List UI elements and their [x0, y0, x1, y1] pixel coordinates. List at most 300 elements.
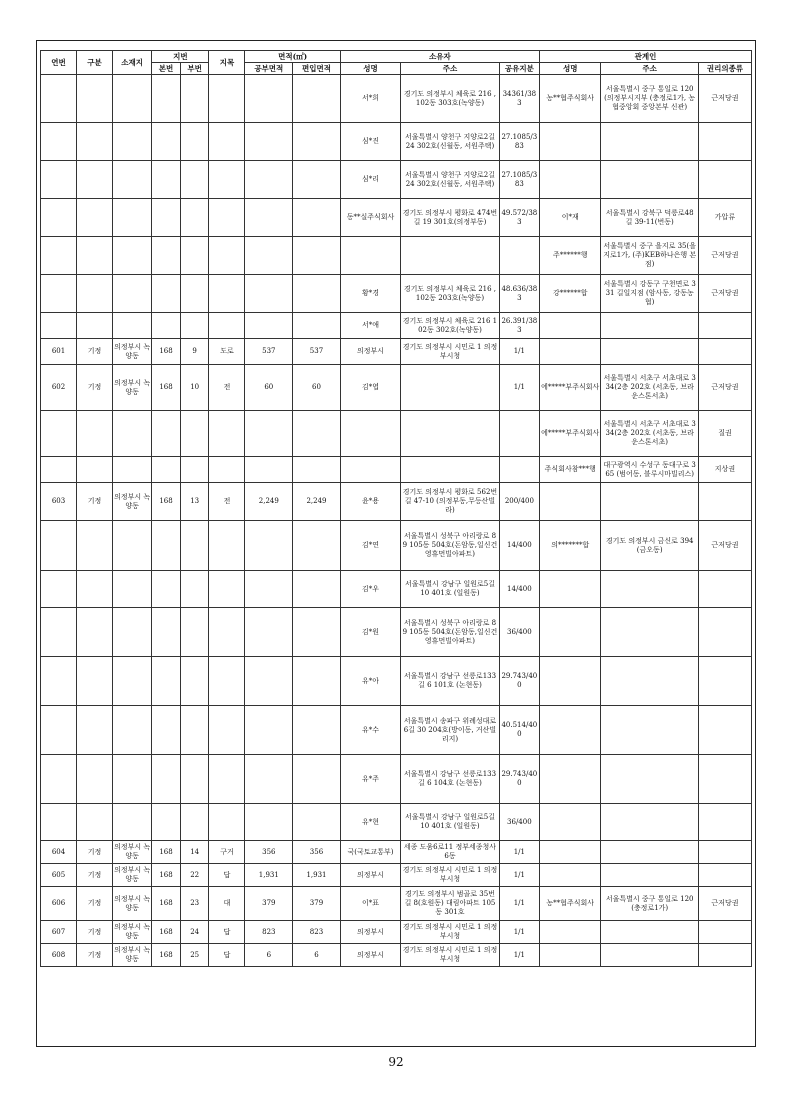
cell-oname: 김*연	[340, 521, 400, 571]
cell-loc: 의정부시 녹양동	[113, 887, 152, 921]
cell-share: 1/1	[499, 365, 539, 411]
table-row	[41, 571, 752, 608]
cell-hname: 에*****부주식회사	[539, 365, 600, 411]
cell-type	[77, 123, 113, 161]
cell-area: 823	[245, 921, 293, 944]
cell-loc	[113, 608, 152, 657]
cell-incl	[293, 571, 341, 608]
table-row	[41, 657, 752, 706]
cell-area	[245, 199, 293, 237]
cell-haddr	[601, 483, 698, 521]
cell-sub: 25	[180, 944, 209, 967]
cell-main	[152, 275, 181, 313]
cell-hname	[539, 921, 600, 944]
cell-main	[152, 161, 181, 199]
cell-cat	[209, 657, 245, 706]
cell-type	[77, 161, 113, 199]
cell-share: 1/1	[499, 841, 539, 864]
cell-oaddr: 경기도 의정부시 시민로 1 의정부시청	[401, 864, 500, 887]
cell-share: 36/400	[499, 804, 539, 841]
cell-oname: 심*리	[340, 161, 400, 199]
cell-no	[41, 313, 77, 339]
cell-haddr	[601, 804, 698, 841]
cell-oaddr: 서울특별시 양천구 지양로2길 24 302호(신월동, 서원주택)	[401, 161, 500, 199]
col-type: 구분	[77, 51, 113, 75]
cell-type	[77, 75, 113, 123]
cell-hname	[539, 608, 600, 657]
cell-right	[698, 944, 751, 967]
cell-type	[77, 804, 113, 841]
cell-type	[77, 657, 113, 706]
cell-type	[77, 521, 113, 571]
table-row	[41, 483, 752, 521]
cell-oname: 의정부시	[340, 864, 400, 887]
cell-sub	[180, 608, 209, 657]
cell-loc	[113, 804, 152, 841]
cell-area	[245, 804, 293, 841]
cell-main: 168	[152, 365, 181, 411]
cell-no	[41, 237, 77, 275]
cell-oaddr: 서울특별시 강남구 일원로5길 10 401호 (일원동)	[401, 804, 500, 841]
cell-type: 기정	[77, 864, 113, 887]
cell-share: 26.391/383	[499, 313, 539, 339]
cell-cat	[209, 411, 245, 457]
cell-oaddr: 경기도 의정부시 시민로 1 의정부시청	[401, 921, 500, 944]
cell-loc: 의정부시 녹양동	[113, 864, 152, 887]
cell-right	[698, 921, 751, 944]
cell-loc: 의정부시 녹양동	[113, 483, 152, 521]
cell-haddr	[601, 313, 698, 339]
table-row	[41, 921, 752, 944]
cell-area: 1,931	[245, 864, 293, 887]
cell-haddr	[601, 706, 698, 755]
cell-oname: 유*주	[340, 755, 400, 804]
cell-area: 537	[245, 339, 293, 365]
cell-sub: 14	[180, 841, 209, 864]
cell-oaddr	[401, 457, 500, 483]
cell-haddr	[601, 921, 698, 944]
cell-sub	[180, 313, 209, 339]
cell-hname: 주******행	[539, 237, 600, 275]
cell-area	[245, 706, 293, 755]
cell-incl: 379	[293, 887, 341, 921]
cell-oname	[340, 237, 400, 275]
cell-hname	[539, 804, 600, 841]
cell-oname: 서*희	[340, 75, 400, 123]
cell-hname	[539, 571, 600, 608]
cell-right	[698, 608, 751, 657]
cell-area	[245, 755, 293, 804]
cell-area	[245, 411, 293, 457]
cell-type	[77, 706, 113, 755]
cell-no	[41, 457, 77, 483]
cell-right	[698, 804, 751, 841]
col-owner-name: 성명	[340, 63, 400, 75]
cell-hname: 의*******합	[539, 521, 600, 571]
cell-no	[41, 75, 77, 123]
cell-hname	[539, 339, 600, 365]
cell-sub	[180, 411, 209, 457]
cell-hname	[539, 864, 600, 887]
cell-area	[245, 237, 293, 275]
cell-incl	[293, 161, 341, 199]
cell-share: 14/400	[499, 571, 539, 608]
table-row	[41, 944, 752, 967]
cell-main	[152, 521, 181, 571]
cell-loc	[113, 161, 152, 199]
cell-oaddr: 경기도 의정부시 시민로 1 의정부시청	[401, 339, 500, 365]
cell-incl: 356	[293, 841, 341, 864]
cell-cat: 도로	[209, 339, 245, 365]
cell-oname: 심*진	[340, 123, 400, 161]
table-row	[41, 755, 752, 804]
cell-loc	[113, 571, 152, 608]
cell-no: 605	[41, 864, 77, 887]
cell-oaddr	[401, 365, 500, 411]
cell-right	[698, 483, 751, 521]
cell-share: 34361/383	[499, 75, 539, 123]
cell-oname: 의정부시	[340, 339, 400, 365]
cell-share: 1/1	[499, 887, 539, 921]
cell-cat: 답	[209, 864, 245, 887]
cell-share: 200/400	[499, 483, 539, 521]
cell-no: 607	[41, 921, 77, 944]
cell-area	[245, 313, 293, 339]
table-row	[41, 365, 752, 411]
cell-loc	[113, 657, 152, 706]
cell-type	[77, 571, 113, 608]
col-main-no: 본번	[152, 63, 181, 75]
cell-area	[245, 657, 293, 706]
cell-haddr: 서울특별시 중구 통일로 120(충정로1가)	[601, 887, 698, 921]
cell-main	[152, 571, 181, 608]
cell-share: 27.1085/383	[499, 123, 539, 161]
cell-cat	[209, 608, 245, 657]
cell-loc	[113, 411, 152, 457]
col-right-type: 권리의종류	[698, 63, 751, 75]
cell-sub	[180, 804, 209, 841]
cell-haddr	[601, 864, 698, 887]
cell-loc	[113, 199, 152, 237]
table-row	[41, 411, 752, 457]
cell-oaddr	[401, 237, 500, 275]
cell-oaddr: 경기도 의정부시 평화로 474번길 19 301호(의정부동)	[401, 199, 500, 237]
cell-sub	[180, 237, 209, 275]
cell-sub	[180, 521, 209, 571]
cell-right: 근저당권	[698, 275, 751, 313]
cell-hname	[539, 841, 600, 864]
cell-oname: 황*경	[340, 275, 400, 313]
cell-sub	[180, 755, 209, 804]
cell-right	[698, 841, 751, 864]
cell-main	[152, 457, 181, 483]
cell-no	[41, 608, 77, 657]
cell-haddr: 서울특별시 서초구 서초대로 334(2층 202호 (서초동, 브라운스톤서초)	[601, 411, 698, 457]
cell-no: 606	[41, 887, 77, 921]
cell-haddr	[601, 944, 698, 967]
cell-no	[41, 804, 77, 841]
cell-main: 168	[152, 339, 181, 365]
cell-sub	[180, 457, 209, 483]
cell-share	[499, 237, 539, 275]
cell-no	[41, 571, 77, 608]
table-row	[41, 237, 752, 275]
cell-right: 질권	[698, 411, 751, 457]
cell-area	[245, 161, 293, 199]
cell-sub	[180, 706, 209, 755]
cell-area	[245, 75, 293, 123]
cell-right	[698, 706, 751, 755]
cell-incl	[293, 657, 341, 706]
cell-cat	[209, 571, 245, 608]
cell-cat	[209, 123, 245, 161]
cell-loc: 의정부시 녹양동	[113, 944, 152, 967]
cell-incl	[293, 411, 341, 457]
cell-main	[152, 75, 181, 123]
cell-type	[77, 237, 113, 275]
cell-share: 1/1	[499, 339, 539, 365]
cell-incl: 537	[293, 339, 341, 365]
cell-share: 48.636/383	[499, 275, 539, 313]
cell-cat: 대	[209, 887, 245, 921]
cell-cat	[209, 706, 245, 755]
cell-type	[77, 755, 113, 804]
cell-type	[77, 608, 113, 657]
table-row	[41, 841, 752, 864]
cell-incl: 823	[293, 921, 341, 944]
cell-incl: 2,249	[293, 483, 341, 521]
cell-no: 603	[41, 483, 77, 521]
cell-right: 근저당권	[698, 75, 751, 123]
cell-right: 근저당권	[698, 521, 751, 571]
cell-oaddr: 서울특별시 성북구 아리랑로 89 105동 504호(돈암동,일신건영휴먼빌아파트)	[401, 521, 500, 571]
cell-incl	[293, 755, 341, 804]
cell-share: 1/1	[499, 944, 539, 967]
cell-type: 기정	[77, 483, 113, 521]
cell-sub	[180, 199, 209, 237]
cell-haddr: 서울특별시 서초구 서초대로 334(2층 202호 (서초동, 브라운스톤서초)	[601, 365, 698, 411]
table-row	[41, 864, 752, 887]
cell-no	[41, 411, 77, 457]
cell-haddr	[601, 123, 698, 161]
cell-main: 168	[152, 921, 181, 944]
cell-type	[77, 199, 113, 237]
cell-loc	[113, 755, 152, 804]
cell-oaddr: 서울특별시 송파구 위례성대로6길 30 204호(방이동, 거산빌리지)	[401, 706, 500, 755]
cell-cat	[209, 804, 245, 841]
cell-loc	[113, 521, 152, 571]
table-row	[41, 608, 752, 657]
cell-oaddr: 서울특별시 강남구 선릉로133길 6 101호 (논현동)	[401, 657, 500, 706]
cell-area: 356	[245, 841, 293, 864]
col-holder: 관계인	[539, 51, 751, 63]
cell-right	[698, 657, 751, 706]
cell-haddr	[601, 755, 698, 804]
cell-hname: 농**협주식회사	[539, 887, 600, 921]
cell-main: 168	[152, 864, 181, 887]
table-row	[41, 161, 752, 199]
cell-type	[77, 275, 113, 313]
cell-incl	[293, 199, 341, 237]
col-owner-address: 주소	[401, 63, 500, 75]
cell-cat	[209, 313, 245, 339]
cell-oname: 국(국토교통부)	[340, 841, 400, 864]
cell-no	[41, 755, 77, 804]
cell-no	[41, 657, 77, 706]
cell-oaddr: 경기도 의정부시 시민로 1 의정부시청	[401, 944, 500, 967]
cell-main: 168	[152, 944, 181, 967]
cell-oaddr: 서울특별시 양천구 지양로2길 24 302호(신월동, 서원주택)	[401, 123, 500, 161]
cell-oaddr: 경기도 의정부시 범골로 35번길 8(호원동) 대림아파트 105동 301호	[401, 887, 500, 921]
cell-oaddr	[401, 411, 500, 457]
cell-oaddr: 서울특별시 성북구 아리랑로 89 105동 504호(돈암동,일신건영휴먼빌아파트)	[401, 608, 500, 657]
cell-hname	[539, 944, 600, 967]
col-category: 지목	[209, 51, 245, 75]
cell-share: 1/1	[499, 864, 539, 887]
table-row	[41, 804, 752, 841]
col-location: 소재지	[113, 51, 152, 75]
cell-cat: 답	[209, 944, 245, 967]
cell-incl	[293, 521, 341, 571]
col-lot: 지번	[152, 51, 209, 63]
cell-oname: 김*엽	[340, 365, 400, 411]
cell-haddr	[601, 657, 698, 706]
cell-area: 2,249	[245, 483, 293, 521]
cell-oaddr: 경기도 의정부시 체육로 216 , 102동 203호(녹양동)	[401, 275, 500, 313]
cell-share: 36/400	[499, 608, 539, 657]
header-row-1	[41, 51, 752, 63]
cell-no	[41, 199, 77, 237]
cell-right	[698, 571, 751, 608]
col-sub-no: 부번	[180, 63, 209, 75]
cell-cat	[209, 161, 245, 199]
land-register-table	[40, 50, 752, 967]
cell-hname: 강******합	[539, 275, 600, 313]
cell-cat	[209, 75, 245, 123]
cell-right: 근저당권	[698, 887, 751, 921]
cell-oname: 이*표	[340, 887, 400, 921]
cell-no: 608	[41, 944, 77, 967]
cell-sub	[180, 75, 209, 123]
cell-area	[245, 457, 293, 483]
cell-type: 기정	[77, 339, 113, 365]
cell-type	[77, 411, 113, 457]
cell-incl	[293, 804, 341, 841]
table-row	[41, 313, 752, 339]
cell-loc	[113, 313, 152, 339]
cell-area: 6	[245, 944, 293, 967]
cell-oname: 김*우	[340, 571, 400, 608]
table-row	[41, 123, 752, 161]
cell-cat: 답	[209, 921, 245, 944]
cell-main	[152, 313, 181, 339]
col-holder-address: 주소	[601, 63, 698, 75]
cell-oaddr: 경기도 의정부시 평화로 562번길 47-10 (의정부동,무등산빌라)	[401, 483, 500, 521]
cell-haddr	[601, 571, 698, 608]
cell-haddr	[601, 161, 698, 199]
cell-type: 기정	[77, 887, 113, 921]
cell-right: 근저당권	[698, 365, 751, 411]
cell-oname: 김*원	[340, 608, 400, 657]
cell-main	[152, 237, 181, 275]
cell-incl	[293, 313, 341, 339]
cell-sub	[180, 657, 209, 706]
cell-cat	[209, 237, 245, 275]
cell-loc	[113, 457, 152, 483]
cell-hname	[539, 313, 600, 339]
cell-cat	[209, 275, 245, 313]
cell-share	[499, 411, 539, 457]
cell-oname: 유*현	[340, 804, 400, 841]
cell-oaddr: 경기도 의정부시 체육로 216 , 102동 303호(녹양동)	[401, 75, 500, 123]
cell-no	[41, 161, 77, 199]
cell-type: 기정	[77, 944, 113, 967]
cell-area	[245, 521, 293, 571]
cell-hname: 주식회사참***행	[539, 457, 600, 483]
cell-area: 60	[245, 365, 293, 411]
cell-main: 168	[152, 887, 181, 921]
cell-no	[41, 521, 77, 571]
cell-main	[152, 804, 181, 841]
cell-hname: 에*****부주식회사	[539, 411, 600, 457]
cell-right	[698, 123, 751, 161]
cell-area: 379	[245, 887, 293, 921]
table-row	[41, 521, 752, 571]
cell-main	[152, 123, 181, 161]
cell-haddr: 서울특별시 강북구 덕릉로48길 39-11(번동)	[601, 199, 698, 237]
cell-no: 602	[41, 365, 77, 411]
table-row	[41, 706, 752, 755]
cell-type: 기정	[77, 365, 113, 411]
cell-oaddr: 서울특별시 강남구 일원로5길 10 401호 (일원동)	[401, 571, 500, 608]
cell-sub	[180, 123, 209, 161]
col-share: 공유지분	[499, 63, 539, 75]
col-holder-name: 성명	[539, 63, 600, 75]
cell-no	[41, 123, 77, 161]
cell-share: 27.1085/383	[499, 161, 539, 199]
table-row	[41, 457, 752, 483]
cell-haddr: 서울특별시 중구 을지로 35(을지로1가, (주)KEB하나은행 본점)	[601, 237, 698, 275]
cell-loc	[113, 237, 152, 275]
cell-area	[245, 123, 293, 161]
cell-right	[698, 864, 751, 887]
cell-incl	[293, 608, 341, 657]
cell-share	[499, 457, 539, 483]
page-number: 92	[388, 1055, 404, 1069]
cell-sub	[180, 571, 209, 608]
cell-hname: 농**협주식회사	[539, 75, 600, 123]
cell-sub: 23	[180, 887, 209, 921]
cell-right: 지상권	[698, 457, 751, 483]
table-row	[41, 275, 752, 313]
cell-main: 168	[152, 483, 181, 521]
cell-loc	[113, 275, 152, 313]
cell-no	[41, 275, 77, 313]
cell-hname	[539, 483, 600, 521]
cell-cat: 구거	[209, 841, 245, 864]
cell-no: 604	[41, 841, 77, 864]
cell-cat	[209, 755, 245, 804]
col-no: 연번	[41, 51, 77, 75]
col-incl-area: 편입면적	[293, 63, 341, 75]
cell-haddr: 대구광역시 수성구 동대구로 365 (범어동, 블루시마빌리스)	[601, 457, 698, 483]
table-row	[41, 199, 752, 237]
cell-incl	[293, 457, 341, 483]
cell-haddr: 경기도 의정부시 금신로 394(금오동)	[601, 521, 698, 571]
cell-right: 근저당권	[698, 237, 751, 275]
cell-oaddr: 서울특별시 강남구 선릉로133길 6 104호 (논현동)	[401, 755, 500, 804]
cell-type	[77, 313, 113, 339]
